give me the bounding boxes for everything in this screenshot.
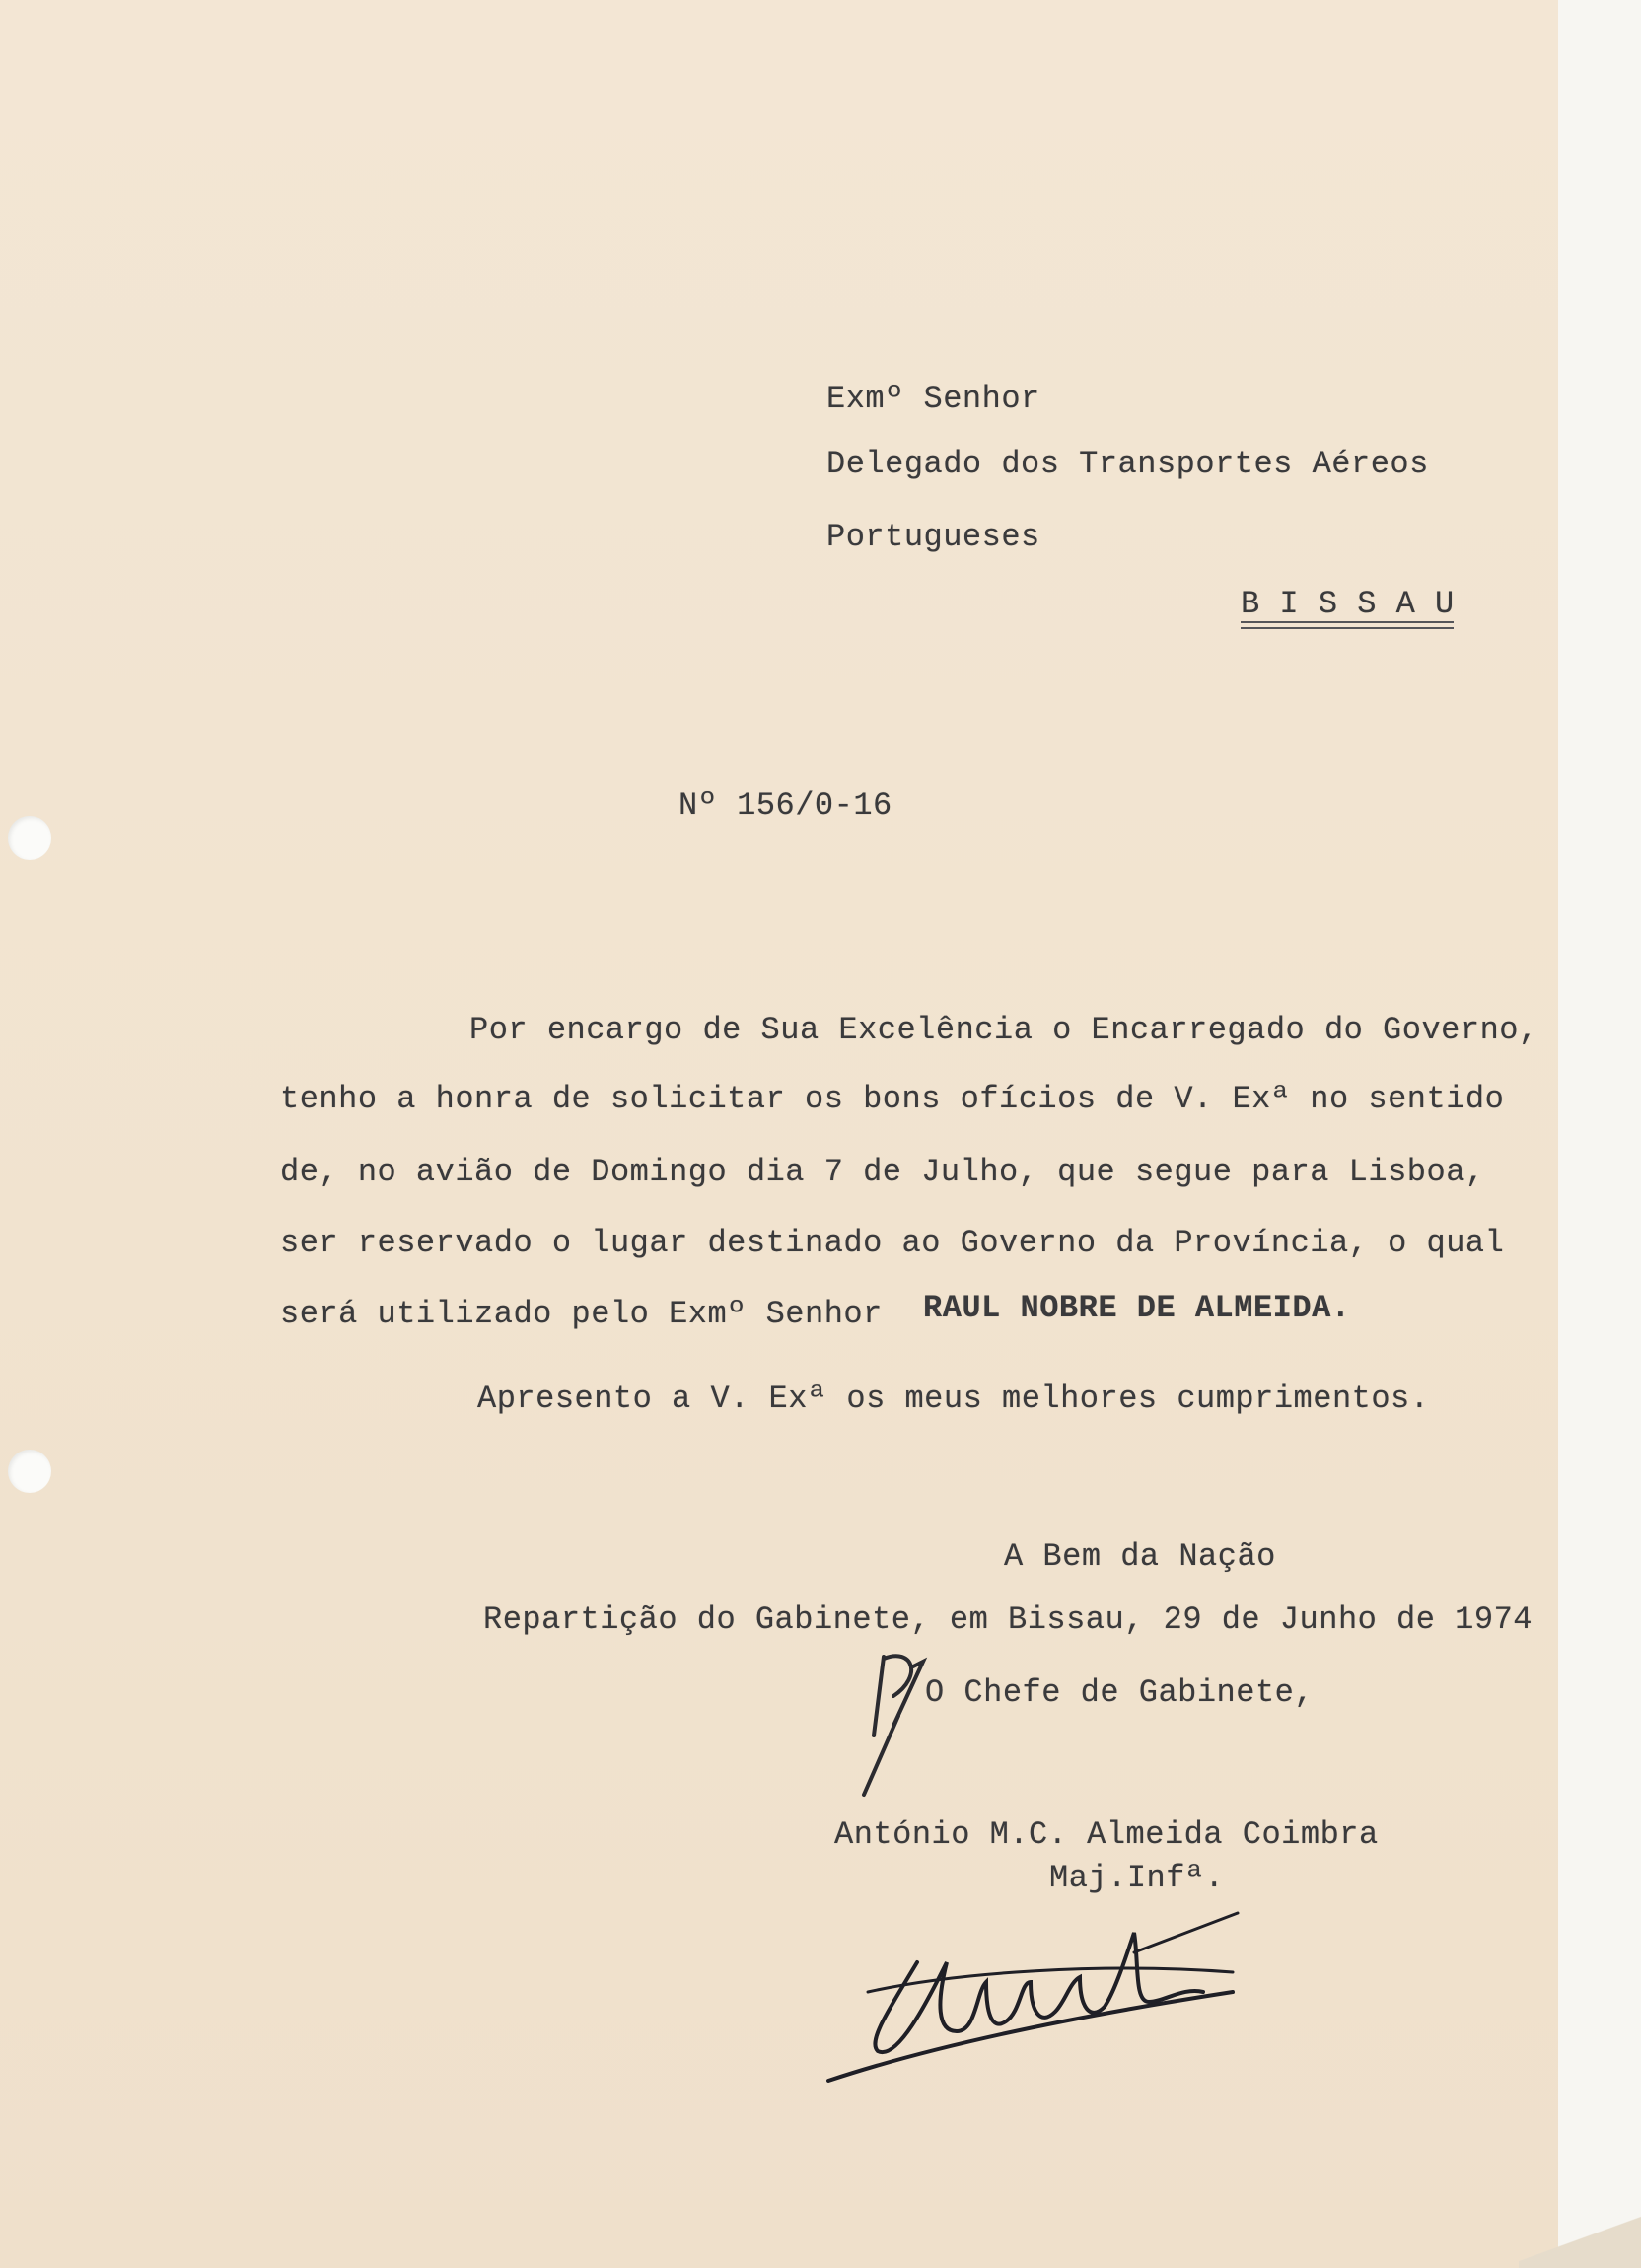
punch-hole-bottom	[8, 1450, 51, 1493]
handwritten-signature	[809, 1893, 1243, 2091]
body-line-5a: será utilizado pelo Exmº Senhor	[280, 1296, 883, 1332]
body-line-2: tenho a honra de solicitar os bons ofícios de V. Exª no sentido	[280, 1081, 1505, 1117]
body-line-3: de, no avião de Domingo dia 7 de Julho, que segue para Lisboa,	[280, 1154, 1485, 1190]
scan-background	[1558, 0, 1641, 2268]
closing-role: O Chefe de Gabinete,	[925, 1674, 1315, 1711]
body-line-1: Por encargo de Sua Excelência o Encarregado do Governo,	[469, 1012, 1538, 1048]
signer-rank: Maj.Infª.	[1049, 1860, 1225, 1896]
addressee-line-1: Delegado dos Transportes Aéreos	[826, 446, 1429, 482]
body-paragraph-2: Apresento a V. Exª os meus melhores cumprimentos.	[477, 1381, 1430, 1417]
body-line-4: ser reservado o lugar destinado ao Governo da Província, o qual	[280, 1225, 1505, 1261]
body-line-5b-name: RAUL NOBRE DE ALMEIDA.	[923, 1290, 1351, 1326]
addressee-city: B I S S A U	[1241, 586, 1455, 622]
closing-motto: A Bem da Nação	[1004, 1538, 1276, 1575]
handwritten-per-mark	[854, 1637, 943, 1805]
city-underline-1	[1241, 621, 1454, 623]
reference-number: Nº 156/0-16	[678, 787, 892, 823]
signer-name: António M.C. Almeida Coimbra	[834, 1816, 1379, 1853]
punch-hole-top	[8, 816, 51, 860]
addressee-line-2: Portugueses	[826, 519, 1040, 555]
paper-corner-fold	[1519, 2209, 1641, 2268]
city-underline-2	[1241, 627, 1454, 629]
addressee-salutation: Exmº Senhor	[826, 381, 1040, 417]
closing-place-date: Repartição do Gabinete, em Bissau, 29 de Junho de 1974	[483, 1601, 1533, 1638]
